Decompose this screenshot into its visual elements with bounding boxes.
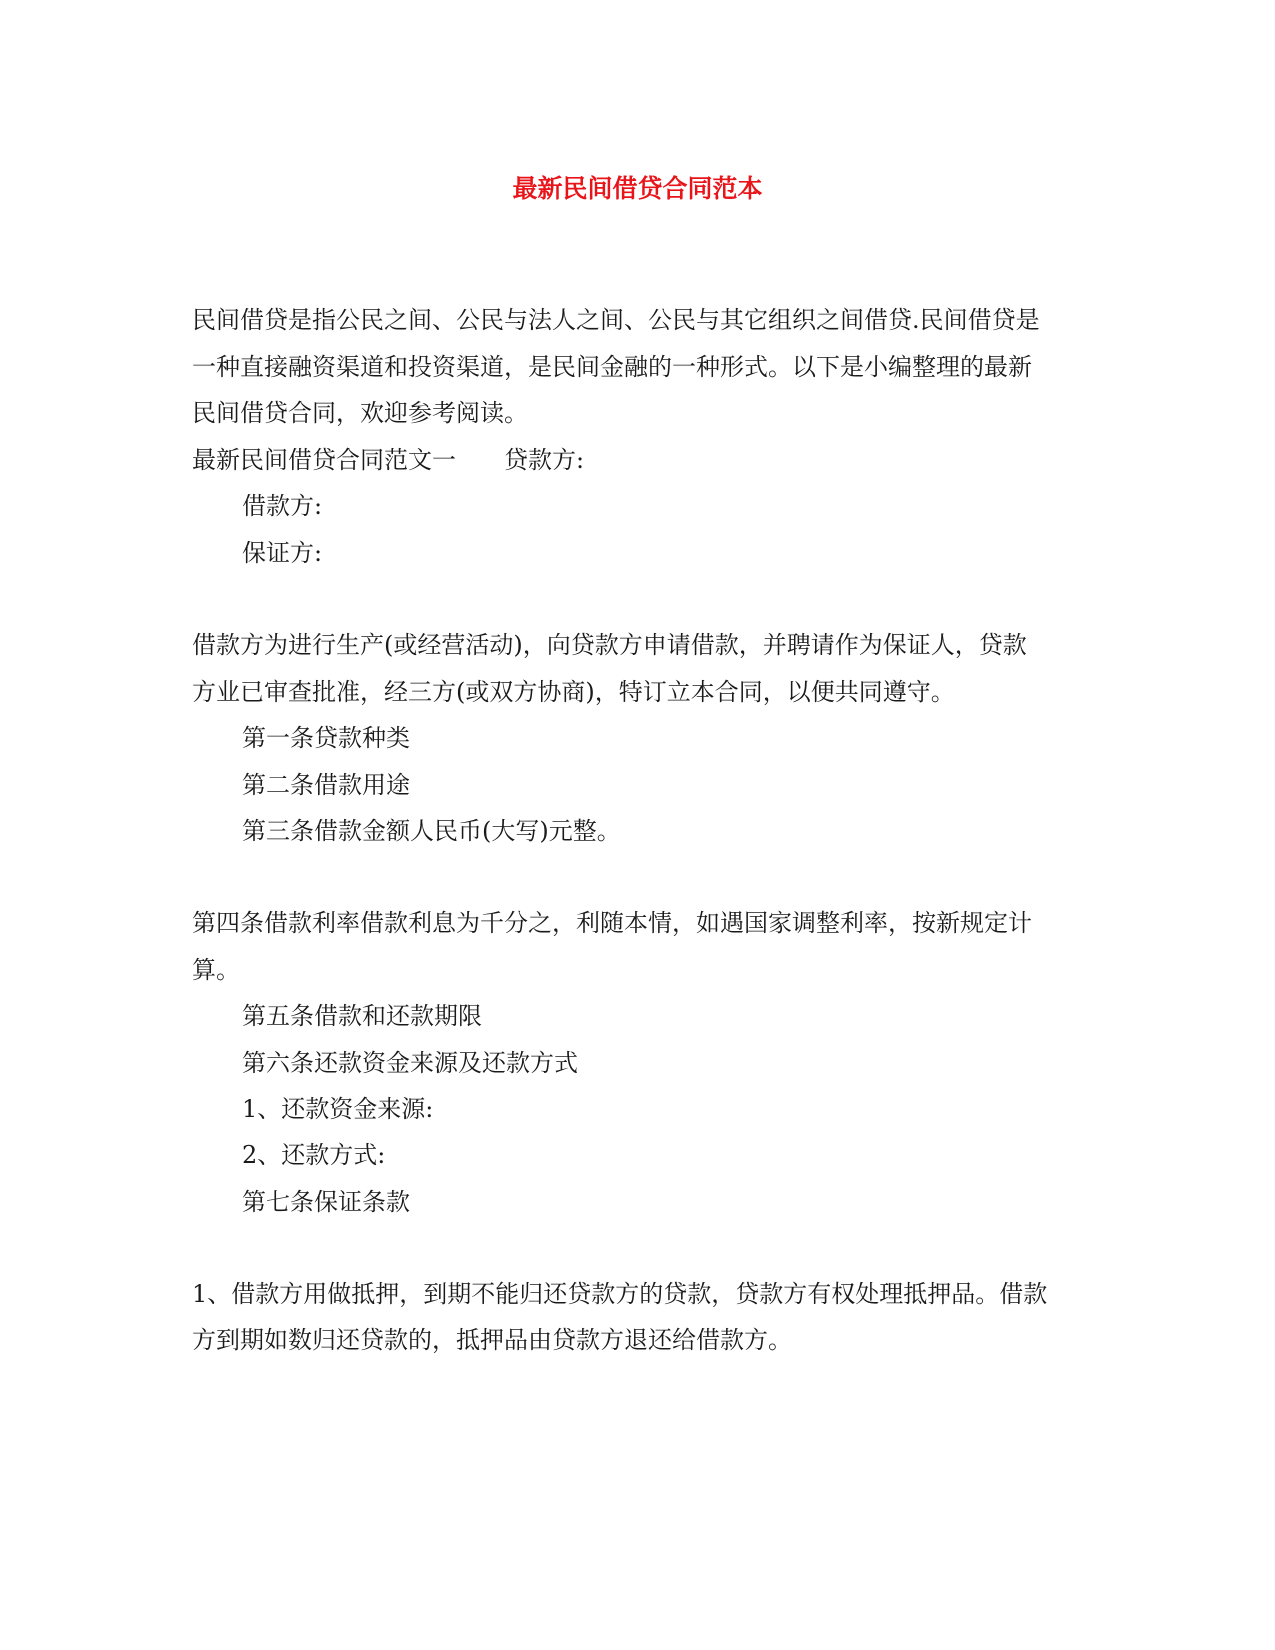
intro-line-3: 民间借贷合同，欢迎参考阅读。: [192, 399, 528, 427]
intro-line-2: 一种直接融资渠道和投资渠道，是民间金融的一种形式。以下是小编整理的最新: [192, 353, 1032, 381]
guarantor-label: 保证方:: [242, 539, 323, 567]
sample-heading-line: [192, 443, 584, 477]
article-2: 第二条借款用途: [242, 771, 410, 799]
article-4-line-2: 算。: [192, 956, 240, 984]
article-4-line-1: 第四条借款利率借款利息为千分之，利随本情，如遇国家调整利率，按新规定计: [192, 909, 1032, 937]
preamble-line-2: 方业已审查批准，经三方(或双方协商)，特订立本合同，以便共同遵守。: [192, 678, 955, 706]
article-1: 第一条贷款种类: [242, 724, 410, 752]
sample-heading: 最新民间借贷合同范文一: [192, 446, 456, 474]
lender-label: 贷款方:: [504, 446, 585, 474]
guarantee-clause-line-1: 1、借款方用做抵押，到期不能归还贷款方的贷款，贷款方有权处理抵押品。借款: [192, 1280, 1048, 1308]
guarantee-clause-line-2: 方到期如数归还贷款的，抵押品由贷款方退还给借款方。: [192, 1326, 792, 1354]
intro-line-1: 民间借贷是指公民之间、公民与法人之间、公民与其它组织之间借贷.民间借贷是: [192, 306, 1040, 334]
article-7: 第七条保证条款: [242, 1188, 410, 1216]
preamble-line-1: 借款方为进行生产(或经营活动)，向贷款方申请借款，并聘请作为保证人，贷款: [192, 631, 1027, 659]
article-3: 第三条借款金额人民币(大写)元整。: [242, 817, 621, 845]
repayment-method: 2、还款方式:: [242, 1141, 386, 1169]
borrower-label: 借款方:: [242, 492, 323, 520]
repayment-source: 1、还款资金来源:: [242, 1095, 434, 1123]
document-title: 最新民间借贷合同范本: [512, 174, 763, 203]
article-5: 第五条借款和还款期限: [242, 1002, 482, 1030]
article-6: 第六条还款资金来源及还款方式: [242, 1049, 578, 1077]
